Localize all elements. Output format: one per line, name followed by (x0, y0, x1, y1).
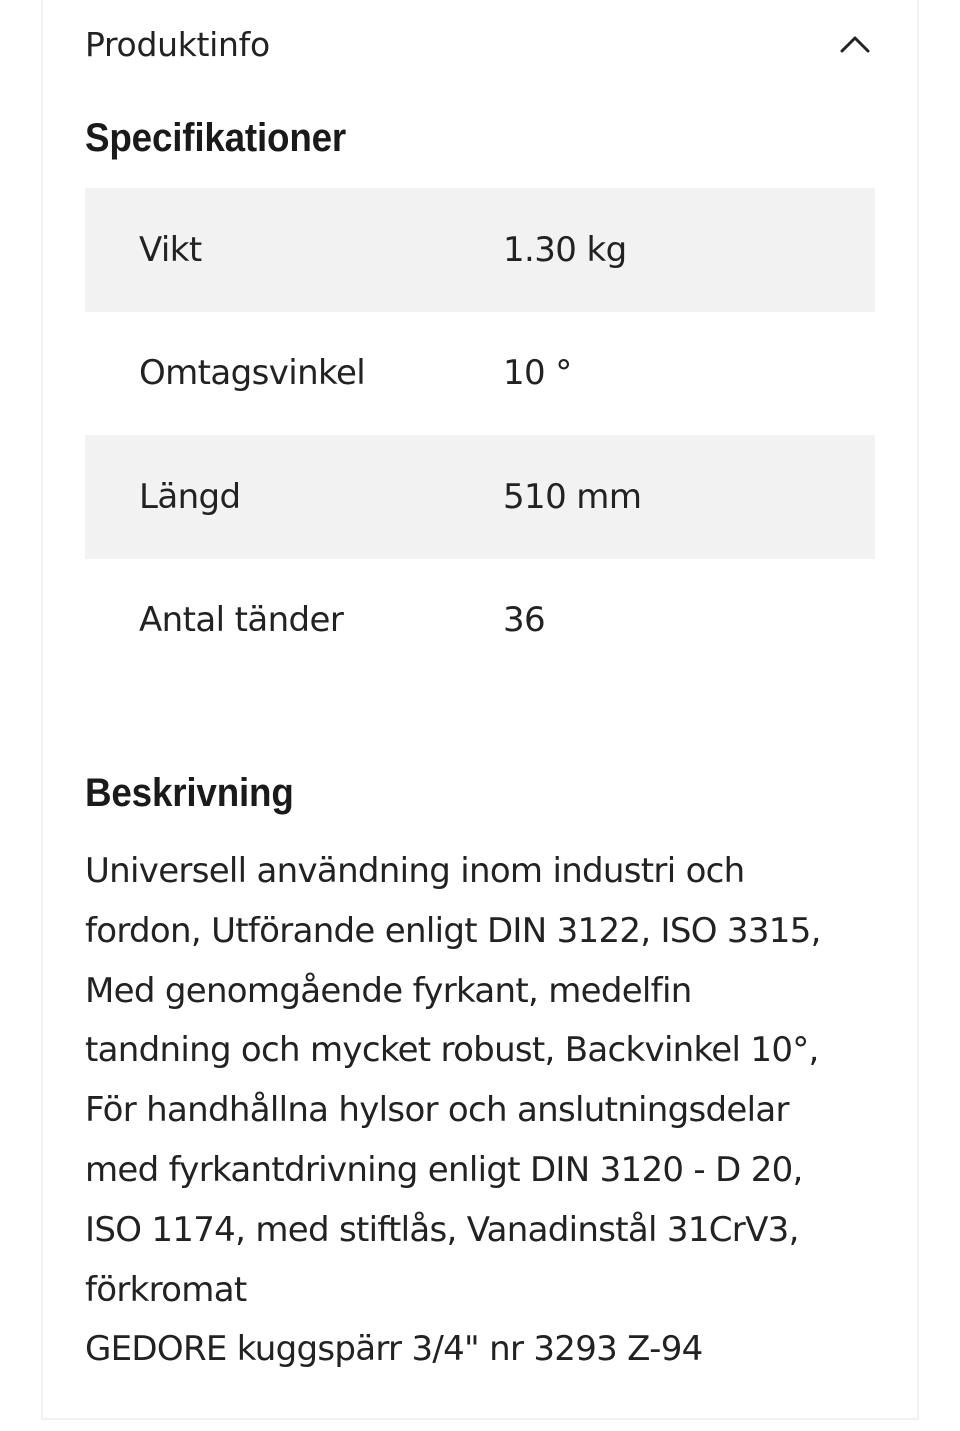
description-line: Med genomgående fyrkant, medelfin (85, 970, 692, 1011)
description-line: tandning och mycket robust, Backvinkel 10°, (85, 1030, 819, 1071)
description-line: För handhållna hylsor och anslutningsdelar (85, 1090, 789, 1131)
description-line: fordon, Utförande enligt DIN 3122, ISO 3315, (85, 910, 821, 951)
spec-label: Vikt (139, 229, 202, 270)
specifications-heading: Specifikationer (85, 116, 347, 160)
spec-row-length (85, 435, 875, 559)
description-text (85, 842, 875, 1380)
description-line: ISO 1174, med stiftlås, Vanadinstål 31CrV3, (85, 1209, 799, 1250)
spec-label: Längd (139, 476, 241, 517)
spec-label: Omtagsvinkel (139, 353, 366, 394)
description-line: GEDORE kuggspärr 3/4" nr 3293 Z-94 (85, 1329, 703, 1370)
spec-label: Antal tänder (139, 600, 344, 641)
description-line: förkromat (85, 1269, 247, 1310)
accordion-title: Produktinfo (85, 24, 270, 64)
spec-row-angle (85, 312, 875, 436)
produktinfo-accordion-toggle[interactable] (85, 14, 875, 74)
description-line: med fyrkantdrivning enligt DIN 3120 - D 20, (85, 1149, 803, 1190)
spec-row-teeth (85, 559, 875, 683)
spec-value: 510 mm (503, 476, 642, 517)
spec-value: 36 (503, 600, 546, 641)
spec-row-weight (85, 188, 875, 312)
description-line: Universell användning inom industri och (85, 851, 745, 891)
spec-value: 10 ° (503, 353, 572, 394)
specifications-table (85, 188, 875, 682)
description-heading: Beskrivning (85, 771, 294, 815)
chevron-up-icon[interactable] (835, 24, 875, 64)
spec-value: 1.30 kg (503, 229, 627, 270)
